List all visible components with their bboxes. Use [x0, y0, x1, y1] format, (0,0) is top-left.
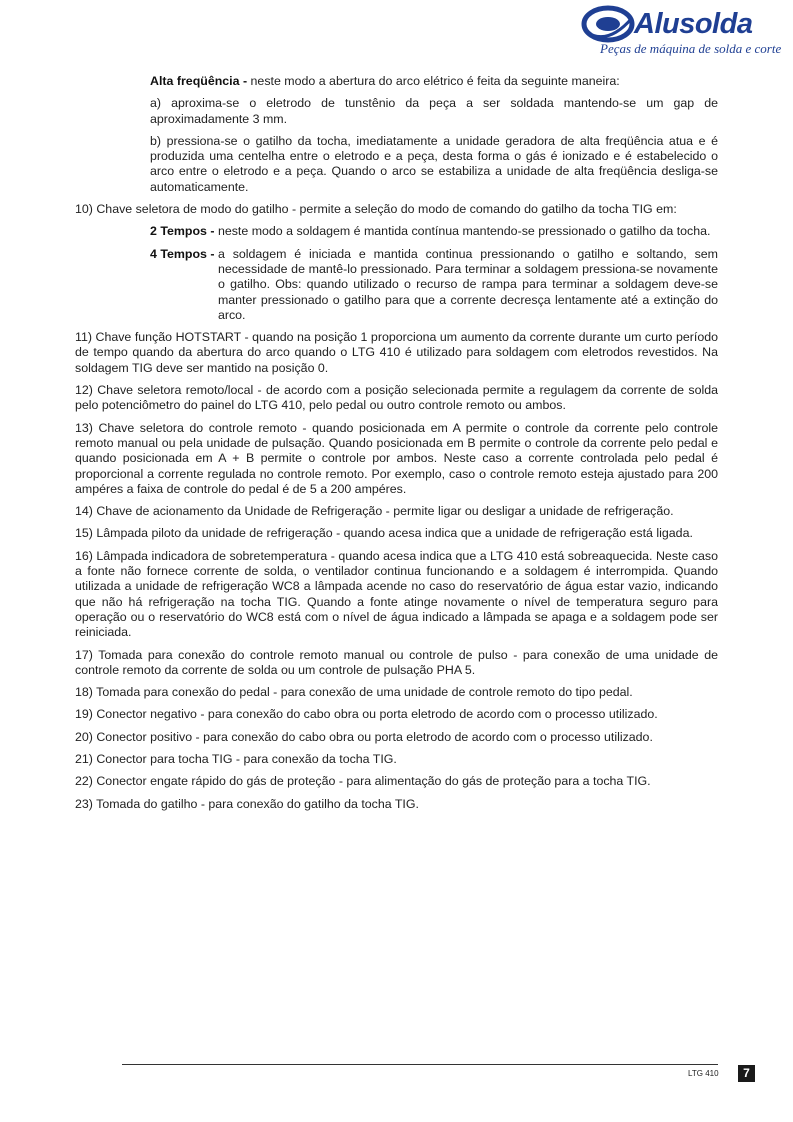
- logo-brand-name: Alusolda: [634, 8, 753, 40]
- mode-4-tempos-desc: a soldagem é iniciada e mantida continua pressionando o gatilho e soltando, sem necessidade de mantê-lo pressionado. Para terminar a soldagem pressiona-se novamente o gatilho. Obs: quando utilizado o recurso de rampa para terminar a soldagem deve-se manter pressionado o gatilho para que a corrente decresça lentamente até a extinção do arco.: [217, 246, 718, 322]
- item-14: 14) Chave de acionamento da Unidade de Refrigeração - permite ligar ou desligar a unidade de refrigeração.: [75, 504, 674, 519]
- footer-divider: [122, 1064, 718, 1065]
- mode-2-tempos: [150, 224, 718, 239]
- item-15: 15) Lâmpada piloto da unidade de refrigeração - quando acesa indica que a unidade de refrigeração está ligada.: [75, 526, 693, 541]
- item-22: 22) Conector engate rápido do gás de proteção - para alimentação do gás de proteção para a tocha TIG.: [75, 774, 651, 789]
- item-12: 12) Chave seletora remoto/local - de acordo com a posição selecionada permite a regulagem da corrente de solda pelo potenciômetro do painel do LTG 410, pelo pedal ou outro controle remoto ou ambos.: [75, 383, 718, 413]
- logo-tagline: Peças de máquina de solda e corte: [600, 41, 782, 56]
- footer-model-name: LTG 410: [688, 1069, 719, 1078]
- item-18: 18) Tomada para conexão do pedal - para conexão de uma unidade de controle remoto do tipo pedal.: [75, 685, 633, 700]
- company-logo: [580, 2, 782, 60]
- item-17: 17) Tomada para conexão do controle remoto manual ou controle de pulso - para conexão de uma unidade de controle remoto da corrente de solda ou um controle de pulsação PHA 5.: [75, 647, 718, 677]
- mode-2-tempos-desc: neste modo a soldagem é mantida contínua mantendo-se pressionado o gatilho da tocha.: [217, 224, 711, 239]
- item-11: 11) Chave função HOTSTART - quando na posição 1 proporciona um aumento da corrente durante um curto período de tempo quando da abertura do arco quando o LTG 410 é utilizado para soldagem com eletrodos revestidos. Na soldagem TIG deve ser mantido na posição 0.: [75, 330, 718, 375]
- item-16: 16) Lâmpada indicadora de sobretemperatura - quando acesa indica que a LTG 410 está sobreaquecida. Neste caso a fonte não fornece corrente de solda, o ventilador continua funcionando e a soldagem é interrompida. Quando utilizada a unidade de refrigeração WC8 a lâmpada acende no caso do reservatório de água estar vazio, indicando que não há refrigeração na tocha TIG. Quando a fonte atinge novamente o nível de temperatura seguro para operação ou o reservatório do WC8 está com o nível de água indicado a lâmpada se apaga e a soldagem pode ser reiniciada.: [75, 548, 718, 640]
- alta-frequencia-title: Alta freqüência -: [150, 74, 248, 88]
- alta-frequencia-intro: [150, 74, 718, 89]
- item-20: 20) Conector positivo - para conexão do cabo obra ou porta eletrodo de acordo com o processo utilizado.: [75, 729, 653, 744]
- page-number: 7: [738, 1065, 755, 1082]
- item-23: 23) Tomada do gatilho - para conexão do gatilho da tocha TIG.: [75, 796, 419, 811]
- item-21: 21) Conector para tocha TIG - para conexão da tocha TIG.: [75, 751, 397, 766]
- alta-frequencia-step-b: b) pressiona-se o gatilho da tocha, imediatamente a unidade geradora de alta freqüência atua e é produzida uma centelha entre o eletrodo e a peça, desta forma o gás é ionizado e é estabelecido o arco entre o eletrodo e a peça. Quando o arco se estabiliza a unidade de alta freqüência desliga-se automaticamente.: [150, 133, 718, 194]
- manual-body: [75, 74, 718, 819]
- item-10: 10) Chave seletora de modo do gatilho - permite a seleção do modo de comando do gatilho da tocha TIG em:: [75, 202, 677, 217]
- mode-4-tempos: [150, 247, 718, 323]
- item-13: 13) Chave seletora do controle remoto - quando posicionada em A permite o controle da corrente pelo controle remoto manual ou pela unidade de pulsação. Quando posicionada em B permite o controle da corrente pelo pedal e quando posicionada em A + B permite o controle por ambos. Neste caso a corrente controlada pelo pedal é proporcional a corrente regulada no controle remoto. Por exemplo, caso o controle remoto esteja ajustado para 200 ampéres a faixa de controle do pedal é de 5 a 200 ampéres.: [75, 420, 718, 496]
- mode-4-tempos-term: 4 Tempos -: [150, 246, 218, 261]
- alta-frequencia-text: neste modo a abertura do arco elétrico é feita da seguinte maneira:: [247, 74, 620, 88]
- alta-frequencia-step-a: a) aproxima-se o eletrodo de tunstênio da peça a ser soldada mantendo-se um gap de aproximadamente 3 mm.: [150, 96, 718, 126]
- mode-2-tempos-term: 2 Tempos -: [150, 224, 218, 239]
- item-19: 19) Conector negativo - para conexão do cabo obra ou porta eletrodo de acordo com o processo utilizado.: [75, 707, 658, 722]
- logo-swoosh-icon: [580, 2, 640, 44]
